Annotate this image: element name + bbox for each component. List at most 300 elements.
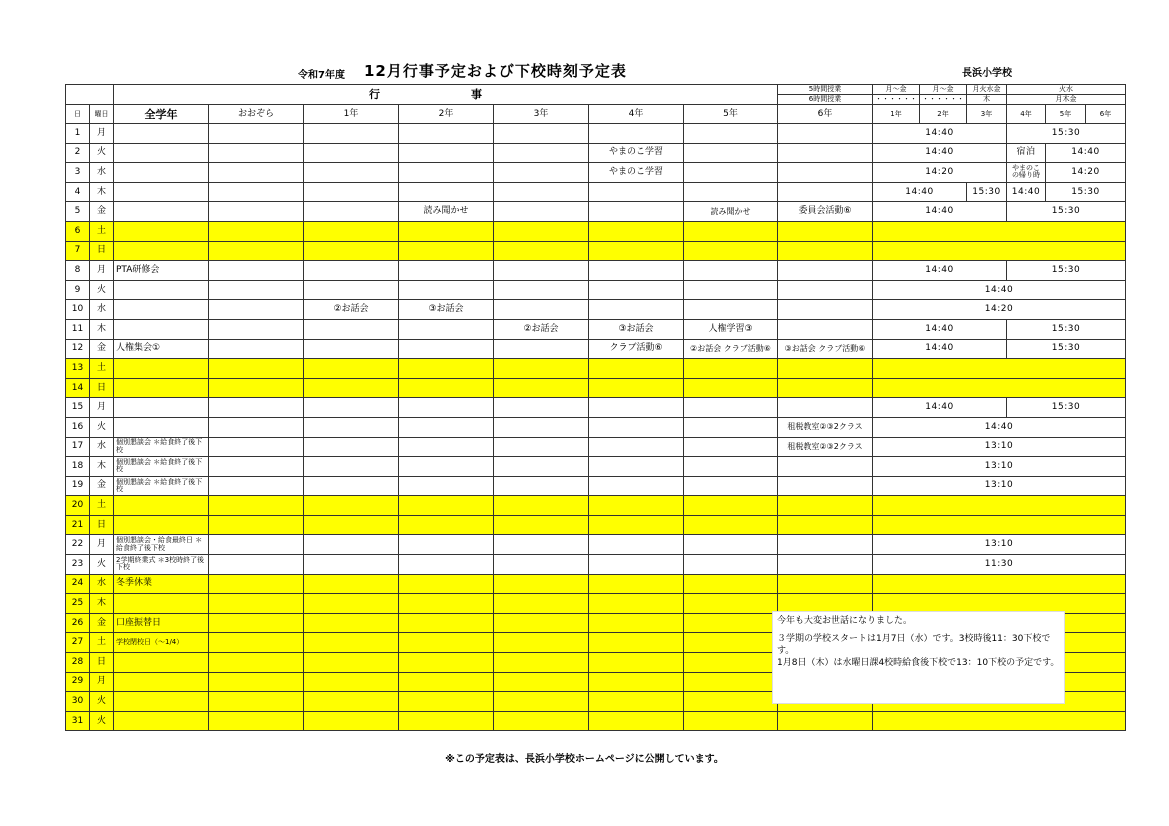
weekday-cell: 木 [90,457,114,477]
dismissal-time-456: 15:30 [1007,319,1126,339]
grade6-event [778,359,873,379]
table-row [66,476,1126,496]
grade5-event [684,515,778,535]
grade1-event [304,417,399,437]
weekday-cell: 木 [90,182,114,202]
grade4-event [589,476,684,496]
all-grades-cell: 口座振替日 [114,613,209,633]
grade6-event: 租税教室②③2クラス [778,417,873,437]
grade3-event [494,182,589,202]
dismissal-time-123: 14:40 [873,319,1007,339]
grade3-event [494,711,589,731]
dismissal-time-empty [873,241,1126,261]
all-grades-cell [114,280,209,300]
oozora-cell [209,613,304,633]
grade3-event [494,515,589,535]
dismissal-time-56: 15:30 [1046,182,1126,202]
grade1-event [304,202,399,222]
grade6-event [778,711,873,731]
grade5-event [684,417,778,437]
day-cell: 25 [66,594,90,614]
grade3-event [494,496,589,516]
day-cell: 7 [66,241,90,261]
all-grades-cell [114,496,209,516]
day-cell: 2 [66,143,90,163]
day-cell: 21 [66,515,90,535]
table-row [66,202,1126,222]
grade5-event [684,555,778,575]
day-cell: 4 [66,182,90,202]
day-cell: 9 [66,280,90,300]
grade5-event [684,163,778,183]
grade3-event [494,221,589,241]
grade1-event: ②お話会 [304,300,399,320]
day-cell: 17 [66,437,90,457]
year-end-note [772,611,1065,704]
note-line-1: 今年も大変お世話になりました。 [777,616,913,626]
g2-bot: ・・・・・・ [920,95,967,105]
grade2-event [399,555,494,575]
grade3-event [494,300,589,320]
grade4-event: やまのこ学習 [589,163,684,183]
day-cell: 26 [66,613,90,633]
weekday-cell: 火 [90,417,114,437]
all-grades-cell: 個別懇談会 ＊給食終了後下校 [114,476,209,496]
dismissal-grade6-header: 6年 [1086,105,1126,124]
table-row [66,182,1126,202]
all-grades-cell: 個別懇談会 ＊給食終了後下校 [114,457,209,477]
grade5-event [684,672,778,692]
grade3-event [494,378,589,398]
dismissal-time-all: 13:10 [873,437,1126,457]
grade1-event [304,711,399,731]
oozora-cell [209,182,304,202]
day-cell: 20 [66,496,90,516]
all-grades-cell: 2学期終業式 ＊3校時終了後下校 [114,555,209,575]
grade1-event [304,241,399,261]
grade3-event [494,261,589,281]
grade4-event [589,437,684,457]
table-row [66,241,1126,261]
dismissal-time-123: 14:40 [873,398,1007,418]
dismissal-grade1-header: 1年 [873,105,920,124]
grade3-event [494,339,589,359]
weekday-cell: 火 [90,692,114,712]
oozora-cell [209,457,304,477]
oozora-cell [209,378,304,398]
grade6-event [778,574,873,594]
day-cell: 19 [66,476,90,496]
dismissal-time-all: 13:10 [873,476,1126,496]
grade2-event [399,359,494,379]
grade1-event [304,692,399,712]
dismissal-time-empty [873,496,1126,516]
grade1-event [304,555,399,575]
grade4-event [589,633,684,653]
table-row [66,574,1126,594]
all-grades-cell [114,692,209,712]
grade1-event [304,535,399,555]
note-line-3: 1月8日（木）は水曜日課4校時給食後下校で13：10下校の予定です。 [777,658,1060,668]
weekday-cell: 水 [90,437,114,457]
day-cell: 13 [66,359,90,379]
table-row [66,280,1126,300]
all-grades-cell: PTA研修会 [114,261,209,281]
oozora-cell [209,633,304,653]
grade6-event [778,515,873,535]
grade5-event [684,378,778,398]
all-grades-cell [114,653,209,673]
weekday-cell: 金 [90,339,114,359]
weekday-cell: 月 [90,261,114,281]
weekday-cell: 土 [90,633,114,653]
oozora-cell [209,437,304,457]
grade4-event [589,711,684,731]
dismissal-time-123: 14:40 [873,124,1007,144]
grade4-event [589,398,684,418]
grade4-event [589,457,684,477]
grade4-header: 4年 [589,105,684,124]
oozora-cell [209,692,304,712]
day-header: 日 [66,105,90,124]
all-grades-cell [114,515,209,535]
grade4-event [589,300,684,320]
dismissal-time-4: やまのこの帰り時 [1007,163,1046,183]
grade6-event [778,319,873,339]
grade5-event [684,711,778,731]
note-line-2: ３学期の学校スタートは1月7日（水）です。3校時後11：30下校です。 [777,634,1051,656]
weekday-cell: 水 [90,574,114,594]
grade1-header: 1年 [304,105,399,124]
grade1-event [304,496,399,516]
header-blank [66,85,114,105]
oozora-cell [209,300,304,320]
all-grades-cell [114,359,209,379]
dismissal-time-all: 13:10 [873,457,1126,477]
day-cell: 29 [66,672,90,692]
day-cell: 11 [66,319,90,339]
dismissal-time-123: 14:40 [873,202,1007,222]
oozora-cell [209,476,304,496]
table-row [66,261,1126,281]
grade3-header: 3年 [494,105,589,124]
grade2-event [399,574,494,594]
oozora-cell [209,221,304,241]
grade4-event [589,613,684,633]
grade5-event [684,221,778,241]
grade5-event: ②お話会 クラブ活動⑥ [684,339,778,359]
grade2-event [399,535,494,555]
grade3-event [494,594,589,614]
all-grades-cell [114,319,209,339]
oozora-cell [209,594,304,614]
table-row [66,711,1126,731]
weekday-cell: 月 [90,124,114,144]
grade3-event [494,124,589,144]
day-cell: 24 [66,574,90,594]
grade6-event [778,300,873,320]
grade6-event [778,280,873,300]
grade5-event [684,359,778,379]
grade1-event [304,221,399,241]
all-grades-cell [114,398,209,418]
grade2-event [399,613,494,633]
grade3-event [494,359,589,379]
grade3-event [494,280,589,300]
grade5-event [684,261,778,281]
all-grades-cell: 冬季休業 [114,574,209,594]
g2-top: 月～金 [920,85,967,95]
oozora-cell [209,319,304,339]
table-row [66,437,1126,457]
dismissal-time-empty [873,515,1126,535]
grade4-event [589,280,684,300]
table-row [66,555,1126,575]
oozora-cell [209,261,304,281]
grade2-event [399,124,494,144]
grade2-event [399,692,494,712]
table-row [66,457,1126,477]
table-row [66,319,1126,339]
day-cell: 8 [66,261,90,281]
grade1-event [304,457,399,477]
grade4-event [589,378,684,398]
oozora-header: おおぞら [209,105,304,124]
title-row [0,60,1169,82]
oozora-cell [209,143,304,163]
day-cell: 5 [66,202,90,222]
grade2-event [399,437,494,457]
dismissal-time-empty [873,221,1126,241]
all-grades-cell [114,378,209,398]
oozora-cell [209,124,304,144]
day-cell: 15 [66,398,90,418]
table-row [66,339,1126,359]
grade4-event [589,692,684,712]
table-row [66,398,1126,418]
dismissal-time-12: 14:40 [873,182,967,202]
grade6-event [778,476,873,496]
weekday-cell: 月 [90,672,114,692]
grade3-event [494,398,589,418]
dismissal-time-456: 15:30 [1007,124,1126,144]
day-cell: 31 [66,711,90,731]
grade6-event: 租税教室②③2クラス [778,437,873,457]
day-cell: 22 [66,535,90,555]
day-cell: 14 [66,378,90,398]
all-grades-cell: 学校閉校日（～1/4） [114,633,209,653]
grade3-event [494,437,589,457]
grade5-event [684,613,778,633]
table-row [66,143,1126,163]
page-title: 12月行事予定および下校時刻予定表 [364,62,627,80]
all-grades-cell: 人権集会① [114,339,209,359]
grade4-event [589,359,684,379]
grade5-event [684,594,778,614]
g3-top: 月火水金 [967,85,1007,95]
all-grades-cell [114,143,209,163]
oozora-cell [209,515,304,535]
table-row [66,417,1126,437]
oozora-cell [209,280,304,300]
grade3-event [494,574,589,594]
all-grades-cell [114,202,209,222]
all-grades-cell [114,300,209,320]
table-row [66,496,1126,516]
dismissal-time-all: 14:20 [873,300,1126,320]
dismissal-time-123: 14:40 [873,261,1007,281]
dismissal-time-all: 11:30 [873,555,1126,575]
g1-bot: ・・・・・・ [873,95,920,105]
oozora-cell [209,574,304,594]
grade3-event: ②お話会 [494,319,589,339]
period6-label: 6時間授業 [778,95,873,105]
grade6-event [778,124,873,144]
grade3-event [494,535,589,555]
all-grades-cell: 個別懇談会・給食最終日 ＊給食終了後下校 [114,535,209,555]
day-cell: 6 [66,221,90,241]
oozora-cell [209,417,304,437]
all-grades-cell: 個別懇談会 ＊給食終了後下校 [114,437,209,457]
oozora-cell [209,555,304,575]
grade5-event: 読み聞かせ [684,202,778,222]
day-cell: 12 [66,339,90,359]
grade4-event [589,124,684,144]
header-row-1 [66,85,1126,95]
grade4-event [589,515,684,535]
grade4-event [589,241,684,261]
weekday-header: 曜日 [90,105,114,124]
dismissal-time-all: 13:10 [873,535,1126,555]
grade1-event [304,163,399,183]
dismissal-time-3: 15:30 [967,182,1007,202]
dismissal-time-all: 14:40 [873,417,1126,437]
grade3-event [494,653,589,673]
dismissal-time-4: 14:40 [1007,182,1046,202]
grade6-event [778,378,873,398]
dismissal-time-4: 宿泊 [1007,143,1046,163]
grade2-event [399,672,494,692]
grade5-event [684,476,778,496]
day-cell: 1 [66,124,90,144]
weekday-cell: 火 [90,555,114,575]
grade2-event: ③お話会 [399,300,494,320]
grade2-event [399,711,494,731]
grade2-event [399,319,494,339]
grade1-event [304,574,399,594]
weekday-cell: 金 [90,613,114,633]
grade2-event [399,339,494,359]
oozora-cell [209,653,304,673]
grade2-event [399,378,494,398]
grade4-event [589,555,684,575]
grade4-event: ③お話会 [589,319,684,339]
grade3-event [494,672,589,692]
grade5-event: 人権学習③ [684,319,778,339]
grade4-event [589,672,684,692]
day-cell: 23 [66,555,90,575]
grade1-event [304,613,399,633]
dismissal-time-456: 15:30 [1007,398,1126,418]
grade4-event [589,535,684,555]
oozora-cell [209,339,304,359]
grade2-event: 読み聞かせ [399,202,494,222]
grade1-event [304,182,399,202]
oozora-cell [209,359,304,379]
grade6-event [778,241,873,261]
table-row [66,300,1126,320]
grade3-event [494,633,589,653]
grade5-event [684,300,778,320]
grade2-event [399,457,494,477]
all-grades-cell [114,124,209,144]
oozora-cell [209,672,304,692]
grade4-event [589,182,684,202]
table-row [66,124,1126,144]
footer-note: ※この予定表は、長浜小学校ホームページに公開しています。 [445,754,724,765]
day-cell: 16 [66,417,90,437]
grade5-event [684,398,778,418]
grade4-event [589,496,684,516]
grade5-event [684,182,778,202]
table-row [66,378,1126,398]
grade6-event: ③お話会 クラブ活動⑥ [778,339,873,359]
grade1-event [304,339,399,359]
grade3-event [494,613,589,633]
grade6-event [778,182,873,202]
all-grades-cell [114,672,209,692]
all-grades-cell [114,163,209,183]
grade6-event [778,535,873,555]
grade2-event [399,143,494,163]
grade5-event [684,496,778,516]
grade5-event [684,535,778,555]
weekday-cell: 木 [90,319,114,339]
grade2-event [399,633,494,653]
grade4-event: やまのこ学習 [589,143,684,163]
grade3-event [494,476,589,496]
dismissal-time-empty [873,359,1126,379]
dismissal-time-empty [873,378,1126,398]
grade5-event [684,124,778,144]
dismissal-time-123: 14:20 [873,163,1007,183]
weekday-cell: 日 [90,378,114,398]
all-grades-cell [114,417,209,437]
grade4-event [589,261,684,281]
grade3-event [494,457,589,477]
all-grades-cell [114,594,209,614]
grade5-event [684,437,778,457]
grade2-event [399,398,494,418]
table-row [66,221,1126,241]
school-name: 長浜小学校 [962,68,1012,79]
grade5-event [684,633,778,653]
grade3-event [494,143,589,163]
dismissal-grade5-header: 5年 [1046,105,1086,124]
grade2-event [399,515,494,535]
g456-bot: 月木金 [1007,95,1126,105]
oozora-cell [209,711,304,731]
oozora-cell [209,163,304,183]
dismissal-time-empty [873,711,1126,731]
dismissal-grade4-header: 4年 [1007,105,1046,124]
weekday-cell: 火 [90,280,114,300]
grade5-header: 5年 [684,105,778,124]
grade6-event [778,163,873,183]
grade1-event [304,378,399,398]
grade3-event [494,202,589,222]
grade5-event [684,692,778,712]
